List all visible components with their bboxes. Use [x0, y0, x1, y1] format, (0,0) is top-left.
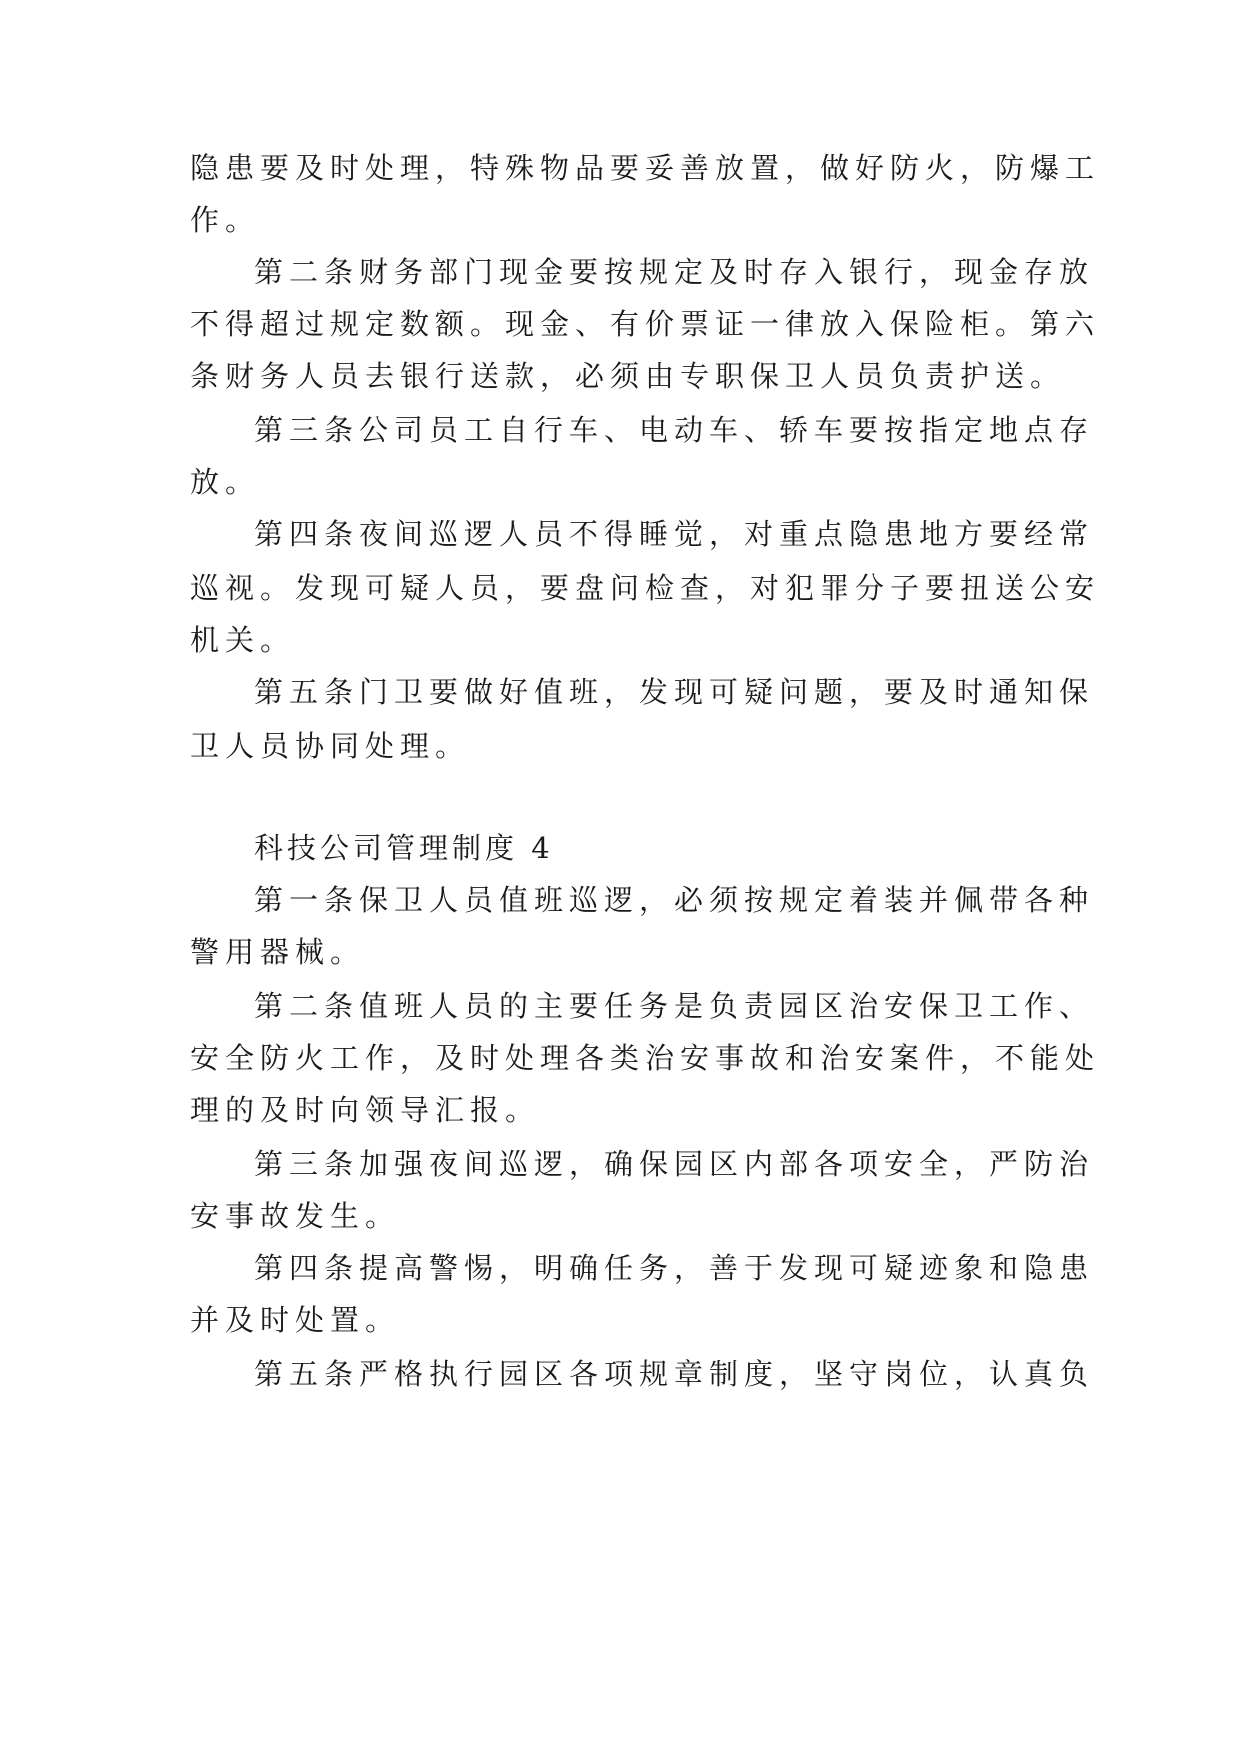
text-line: 隐患要及时处理，特殊物品要妥善放置，做好防火，防爆工 [190, 151, 1101, 185]
text-line: 不得超过规定数额。现金、有价票证一律放入保险柜。第六 [190, 307, 1101, 341]
text-line: 并及时处置。 [190, 1303, 401, 1337]
text-line: 第一条保卫人员值班巡逻，必须按规定着装并佩带各种 [254, 883, 1095, 917]
text-line: 安全防火工作，及时处理各类治安事故和治安案件，不能处 [190, 1041, 1101, 1075]
text-line: 卫人员协同处理。 [190, 729, 471, 763]
text-line: 条财务人员去银行送款，必须由专职保卫人员负责护送。 [190, 359, 1066, 393]
text-line: 安事故发生。 [190, 1199, 401, 1233]
text-line: 巡视。发现可疑人员，要盘问检查，对犯罪分子要扭送公安 [190, 571, 1101, 605]
text-line: 放。 [190, 465, 261, 499]
text-line: 第四条提高警惕，明确任务，善于发现可疑迹象和隐患 [254, 1251, 1095, 1285]
text-line: 警用器械。 [190, 935, 366, 969]
text-line: 第二条值班人员的主要任务是负责园区治安保卫工作、 [254, 989, 1095, 1023]
text-line: 第二条财务部门现金要按规定及时存入银行，现金存放 [254, 255, 1095, 289]
text-line: 第五条严格执行园区各项规章制度，坚守岗位，认真负 [254, 1357, 1095, 1391]
text-line: 第四条夜间巡逻人员不得睡觉，对重点隐患地方要经常 [254, 517, 1095, 551]
text-line: 理的及时向领导汇报。 [190, 1093, 541, 1127]
text-line: 第三条公司员工自行车、电动车、轿车要按指定地点存 [254, 413, 1095, 447]
text-line: 第五条门卫要做好值班，发现可疑问题，要及时通知保 [254, 675, 1095, 709]
text-line: 作。 [190, 203, 261, 237]
text-line: 第三条加强夜间巡逻，确保园区内部各项安全，严防治 [254, 1147, 1095, 1181]
text-line: 机关。 [190, 623, 296, 657]
section-heading: 科技公司管理制度 4 [254, 831, 554, 865]
